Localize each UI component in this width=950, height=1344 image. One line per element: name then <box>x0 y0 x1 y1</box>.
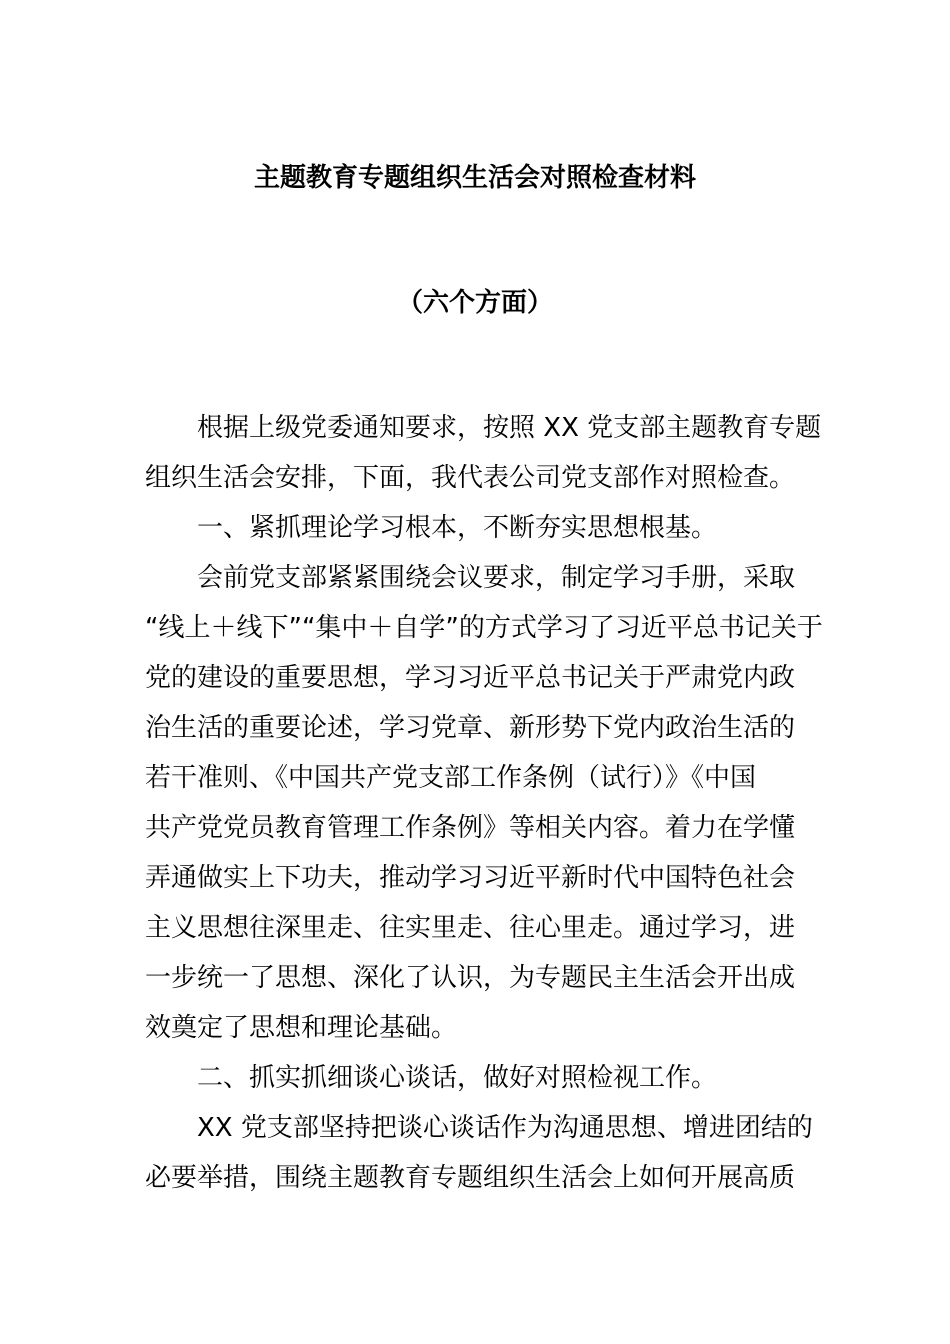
paragraph-3-line-2: 必要举措，围绕主题教育专题组织生活会上如何开展高质 <box>145 1163 796 1193</box>
document-body <box>145 403 823 1203</box>
paragraph-2-line-2: “线上＋线下”“集中＋自学”的方式学习了习近平总书记关于 <box>145 613 823 643</box>
document-title: 主题教育专题组织生活会对照检查材料 <box>253 163 696 193</box>
document-subtitle: （六个方面） <box>396 288 553 318</box>
paragraph-2-line-10: 效奠定了思想和理论基础。 <box>145 1013 458 1043</box>
paragraph-2-line-1: 会前党支部紧紧围绕会议要求，制定学习手册，采取 <box>197 563 796 593</box>
paragraph-2-line-7: 弄通做实上下功夫，推动学习习近平新时代中国特色社会 <box>145 863 796 893</box>
paragraph-2-line-6: 共产党党员教育管理工作条例》等相关内容。着力在学懂 <box>145 813 796 843</box>
paragraph-2-line-9: 一步统一了思想、深化了认识，为专题民主生活会开出成 <box>145 963 796 993</box>
paragraph-2-line-8: 主义思想往深里走、往实里走、往心里走。通过学习，进 <box>145 913 796 943</box>
paragraph-2-line-5: 若干准则、《中国共产党支部工作条例（试行）》《中国 <box>145 763 757 793</box>
section-heading-2: 二、抓实抓细谈心谈话，做好对照检视工作。 <box>197 1063 718 1093</box>
paragraph-1-line-2: 组织生活会安排，下面，我代表公司党支部作对照检查。 <box>145 463 796 493</box>
paragraph-1-line-1: 根据上级党委通知要求，按照 XX 党支部主题教育专题 <box>197 413 822 443</box>
section-heading-1: 一、紧抓理论学习根本，不断夯实思想根基。 <box>197 513 718 543</box>
paragraph-3-line-1: XX 党支部坚持把谈心谈话作为沟通思想、增进团结的 <box>197 1113 813 1143</box>
paragraph-2-line-3: 党的建设的重要思想，学习习近平总书记关于严肃党内政 <box>145 663 796 693</box>
paragraph-2-line-4: 治生活的重要论述，学习党章、新形势下党内政治生活的 <box>145 713 796 743</box>
